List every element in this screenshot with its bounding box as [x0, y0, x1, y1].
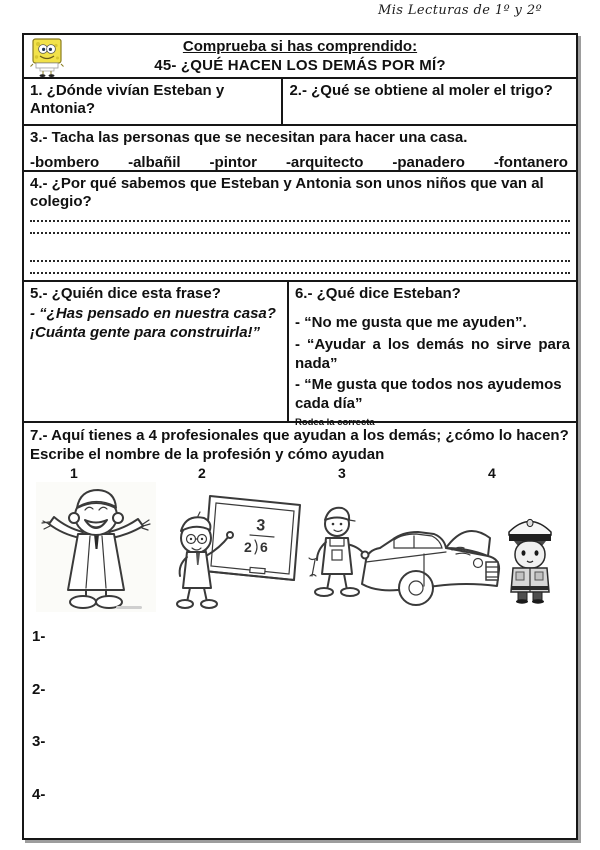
- worksheet-header: [24, 35, 576, 79]
- question-2-label: 2.- ¿Qué se obtiene al moler el trigo?: [289, 82, 553, 99]
- police-officer-illustration: [504, 510, 556, 604]
- answer-label-4: 4-: [32, 785, 46, 803]
- q6-option-2: - “Ayudar a los demás no sirve para nada”: [294, 335, 570, 372]
- spongebob-icon: [30, 37, 64, 77]
- quote-line-2: ¡Cuánta gente para construirla!”: [30, 323, 261, 341]
- worksheet-table: [22, 33, 578, 840]
- doctor-illustration: [36, 482, 156, 618]
- q3-option-panadero: -panadero: [392, 154, 465, 171]
- worksheet-subtitle: 45- ¿QUÉ HACEN LOS DEMÁS POR MÍ?: [154, 57, 446, 74]
- worksheet-title: Comprueba si has comprendido:: [182, 37, 418, 55]
- answer-dotted-line: [30, 260, 570, 262]
- question-3-options: [30, 154, 570, 171]
- board-divisor: 2: [244, 538, 252, 555]
- question-6-cell: [289, 282, 576, 428]
- row-question-3: [24, 126, 576, 172]
- worksheet-titles: [154, 37, 445, 76]
- board-quotient: 3: [255, 516, 266, 535]
- row-questions-1-2: [24, 79, 576, 126]
- collection-title: Mis Lecturas de 1º y 2º: [378, 3, 542, 18]
- row-question-7: [24, 423, 576, 838]
- figure-numbers: [30, 465, 570, 482]
- answer-dotted-line: [30, 232, 570, 234]
- mechanic-illustration: [306, 498, 508, 614]
- question-5-cell: [24, 282, 289, 421]
- figure-number-4: 4: [488, 464, 496, 481]
- question-4-label: 4.- ¿Por qué sabemos que Esteban y Antonia son unos niños que van al colegio?: [30, 175, 544, 210]
- q3-option-arquitecto: -arquitecto: [285, 154, 364, 171]
- watermark-smudge: [116, 606, 142, 609]
- q3-option-pintor: -pintor: [209, 154, 258, 171]
- answer-label-2: 2-: [32, 680, 46, 698]
- q6-option-1: - “No me gusta que me ayuden”.: [294, 314, 527, 331]
- q6-option-3: - “Me gusta que todos nos ayudemos cada día”: [294, 376, 562, 412]
- question-5-label: 5.- ¿Quién dice esta frase?: [30, 285, 221, 302]
- profession-answer-lines: [30, 628, 570, 839]
- row-questions-5-6: [24, 282, 576, 428]
- figure-number-2: 2: [198, 464, 206, 481]
- answer-dotted-line: [30, 220, 570, 222]
- question-6-options: [295, 314, 570, 414]
- teacher-illustration: [158, 490, 306, 616]
- q3-option-albanil: -albañil: [128, 154, 181, 171]
- q3-option-fontanero: -fontanero: [493, 154, 568, 171]
- question-7-label: 7.- Aquí tienes a 4 profesionales que ayudan a los demás; ¿cómo lo hacen? Escribe el nombre de la profesión y cómo ayudan: [30, 427, 569, 463]
- q3-option-bombero: -bombero: [30, 154, 100, 171]
- question-5-quote: [30, 305, 281, 343]
- answer-dotted-line: [30, 272, 570, 274]
- board-dividend: 6: [260, 538, 268, 555]
- row-question-4: [24, 172, 576, 282]
- question-6-instruction: Rodea la correcta: [294, 416, 375, 428]
- quote-line-1: - “¿Has pensado en nuestra casa?: [30, 305, 276, 322]
- figure-number-3: 3: [338, 464, 346, 481]
- question-3-label: 3.- Tacha las personas que se necesitan para hacer una casa.: [30, 129, 468, 146]
- question-1-label: 1. ¿Dónde vivían Esteban y Antonia?: [24, 79, 283, 124]
- answer-label-3: 3-: [32, 732, 46, 750]
- answer-label-1: 1-: [32, 627, 46, 645]
- question-6-label: 6.- ¿Qué dice Esteban?: [294, 285, 461, 302]
- profession-figures: [30, 482, 570, 624]
- figure-number-1: 1: [70, 464, 78, 481]
